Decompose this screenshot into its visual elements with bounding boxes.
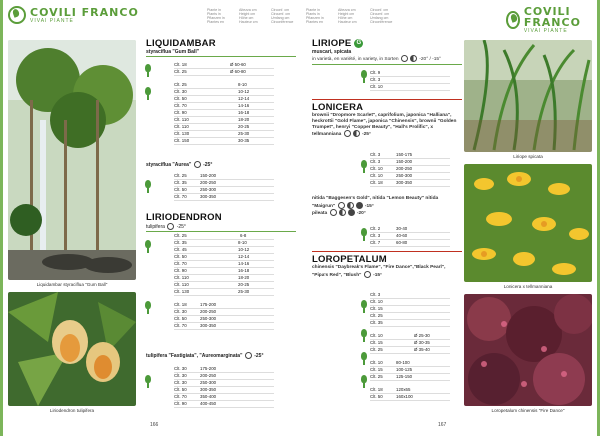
table-row	[174, 323, 274, 330]
pot-size: Clt. 3	[370, 233, 381, 238]
size-value: 18-20	[238, 275, 250, 280]
photo-caption: Liriodendron tulipifera	[49, 408, 95, 413]
table-row	[370, 367, 450, 374]
table-row	[174, 316, 274, 323]
table-row	[174, 187, 274, 194]
table-nitida	[370, 226, 450, 247]
size-value: 120x65	[396, 387, 411, 392]
size-value: Ø 35-40	[414, 347, 430, 352]
section-subtitle: styraciflua "Gum Ball"	[146, 49, 200, 55]
table-row	[370, 394, 450, 401]
pot-size: Clt. 15	[370, 340, 383, 345]
size-value: 200-250	[396, 166, 413, 171]
section-liquidambar	[146, 38, 296, 59]
shrub-icon	[360, 352, 368, 365]
table-lonicera	[370, 152, 450, 187]
table-row	[370, 360, 450, 367]
table-liriope	[370, 70, 450, 91]
table-row	[370, 77, 450, 84]
size-value: 250-300	[200, 187, 217, 192]
table-row	[174, 254, 274, 261]
header-note: Circonf. cm Circumf. cm Umfang cm Circonférence	[370, 8, 393, 24]
shade-icon	[356, 202, 363, 209]
table-row	[174, 131, 274, 138]
size-value: 25-30	[238, 131, 250, 136]
size-value	[396, 299, 426, 305]
photo-liriodendron	[8, 292, 136, 406]
size-value: 100-125	[396, 367, 413, 372]
leaf-icon	[506, 11, 520, 29]
header-note: Altezza cm Height cm Höhe cm Hauteur cm	[338, 8, 357, 24]
size-value: 200-250	[200, 373, 217, 378]
table-row	[370, 152, 450, 159]
table-row	[370, 70, 450, 77]
size-value: 200-250	[200, 180, 217, 185]
header-note: Piante in Plants in Pflanzen in Plantes en	[306, 8, 324, 24]
table-row	[174, 82, 274, 89]
section-description	[312, 265, 462, 278]
header-notes	[207, 8, 297, 24]
icon-column	[360, 300, 368, 398]
section-lonicera-nitida	[312, 196, 462, 217]
pot-size: Clt. 90	[174, 401, 187, 406]
photo-lonicera	[464, 164, 592, 282]
pot-size: Clt. 30	[174, 309, 187, 314]
icon-column	[144, 240, 152, 324]
size-value	[200, 76, 230, 82]
size-value: 80-100	[396, 360, 410, 365]
table-row	[174, 194, 274, 201]
table-liquidambar	[174, 62, 274, 145]
photo-liriope	[464, 40, 592, 152]
right-page	[300, 0, 600, 436]
table-row	[370, 347, 450, 354]
tree-icon	[144, 87, 152, 100]
section-description	[312, 55, 462, 63]
table-row	[174, 173, 274, 180]
table-row	[370, 159, 450, 166]
temperature: -15°	[364, 203, 374, 209]
page-number: 167	[438, 422, 447, 428]
pot-size: Clt. 50	[174, 96, 187, 101]
variety-list: nitida "Baggesen's Gold", nitida "Lemon Beauty" nitida "Maigrun"	[312, 196, 439, 209]
pot-size: Clt. 25	[370, 313, 383, 318]
table-row	[370, 173, 450, 180]
table-row	[370, 374, 450, 381]
size-value: 8-10	[238, 240, 247, 245]
pot-size: Clt. 3	[370, 159, 381, 164]
pot-size: Clt. 25	[174, 233, 187, 238]
photo-loropetalum	[464, 294, 592, 406]
table-row	[174, 261, 274, 268]
section-subtitle	[146, 352, 296, 359]
pot-size: Clt. 18	[370, 387, 383, 392]
size-value	[396, 77, 426, 83]
pot-size: Clt. 30	[174, 366, 187, 371]
section-loropetalum	[312, 250, 462, 278]
pot-size: Clt. 45	[174, 247, 187, 252]
half-shade-icon	[339, 209, 346, 216]
table-loropetalum	[370, 292, 450, 401]
sun-icon	[338, 202, 345, 209]
variety-list: brownii "Dropmore Scarlet", caprifolium, japonica "Halliana", heckrottii "Gold Flame", japonica "Chinensis", brownii "Golden Trumpet", henryi "Copper Beauty", "Hall's Prolific", x tellmanniana	[312, 113, 457, 138]
size-value: 250-300	[200, 316, 217, 321]
divider	[312, 99, 462, 100]
variety-name: tulipifera	[146, 223, 165, 230]
size-value	[396, 84, 426, 90]
pot-size: Clt. 70	[174, 103, 187, 108]
pot-size: Clt. 15	[370, 367, 383, 372]
pot-size: Clt. 10	[370, 84, 383, 89]
pot-size: Clt. 10	[370, 360, 383, 365]
table-row	[174, 247, 274, 254]
pot-size: Clt. 35	[174, 240, 187, 245]
pot-size: Clt. 10	[370, 299, 383, 304]
pot-size: Clt. 10	[370, 173, 383, 178]
section-description	[312, 209, 462, 217]
size-value: 18-20	[238, 117, 250, 122]
header-note: Piante in Plants in Pflanzen in Plantes en	[207, 8, 225, 24]
size-value: 16-18	[238, 110, 250, 115]
table-row	[174, 302, 274, 309]
table-liriodendron	[174, 233, 274, 330]
table-row	[370, 226, 450, 233]
pot-size: Clt. 3	[370, 152, 381, 157]
pot-size: Clt. 25	[370, 347, 383, 352]
section-lonicera	[312, 98, 462, 138]
size-value: 125-150	[396, 374, 413, 379]
table-row	[370, 240, 450, 247]
pot-size: Clt. 70	[174, 194, 187, 199]
brand-sub: VIVAI PIANTE	[523, 28, 568, 34]
section-liriodendron-fastigiata	[146, 352, 296, 359]
size-value: 175-200	[200, 366, 217, 371]
pot-size: Clt. 110	[174, 282, 189, 287]
pot-size: Clt. 90	[174, 268, 187, 273]
temperature: -25°	[362, 132, 371, 138]
topiary-icon	[360, 375, 368, 388]
sun-icon	[245, 352, 252, 359]
table-fastigiata	[174, 366, 274, 408]
pot-size: Clt. 50	[174, 387, 187, 392]
table-row	[174, 373, 274, 380]
leaf-icon	[8, 6, 26, 24]
tree-icon	[360, 329, 368, 342]
table-row	[370, 306, 450, 313]
half-shade-icon	[410, 55, 417, 62]
sun-icon	[330, 209, 337, 216]
pot-size: Clt. 25	[174, 82, 187, 87]
size-value: 150-200	[396, 159, 413, 164]
pot-size: Clt. 3	[370, 77, 381, 82]
pot-size: Clt. 130	[174, 289, 190, 294]
variety-note: in varietà, en variété, in variety, in Sorten	[312, 56, 399, 62]
pot-size: Clt. 70	[174, 261, 187, 266]
table-row	[370, 292, 450, 299]
tree-icon	[144, 301, 152, 314]
pot-size: Clt. 25	[174, 173, 187, 178]
size-value: 160x100	[396, 394, 413, 399]
section-title: LIRIODENDRON	[146, 212, 222, 223]
photo-caption: Liquidambar styraciflua "Gum Ball"	[36, 282, 108, 287]
pot-size: Clt. 50	[174, 187, 187, 192]
size-value: 250-300	[396, 173, 413, 178]
temperature: -20° / -15°	[419, 56, 441, 62]
table-row	[370, 313, 450, 320]
table-row	[174, 180, 274, 187]
size-value: 12-14	[238, 96, 250, 101]
size-value: 300-350	[200, 323, 217, 328]
table-row	[174, 387, 274, 394]
photo-liquidambar	[8, 40, 136, 280]
size-value: Ø 30-35	[414, 340, 430, 345]
table-row	[370, 320, 450, 327]
temperature: -25°	[203, 161, 213, 168]
pot-size: Clt. 25	[174, 69, 187, 74]
page-edge	[0, 0, 3, 436]
size-value: 350-400	[200, 394, 217, 399]
pot-size: Clt. 30	[174, 380, 187, 385]
size-value	[396, 313, 426, 319]
table-row	[174, 401, 274, 408]
size-value	[396, 306, 426, 312]
size-value: 20-25	[238, 282, 250, 287]
size-value: 10-12	[238, 89, 250, 94]
table-row	[174, 394, 274, 401]
photo-caption: Loropetalum chinensis "Fire Dance"	[491, 408, 565, 413]
variety-list: pileata	[312, 211, 328, 217]
size-value: 25-30	[238, 289, 250, 294]
size-value: Ø 60-80	[230, 69, 246, 74]
brand-sub: VIVAI PIANTE	[30, 17, 74, 24]
section-liriodendron	[146, 212, 296, 234]
table-row	[370, 166, 450, 173]
table-row	[174, 110, 274, 117]
pot-size: Clt. 18	[174, 302, 187, 307]
tree-icon	[144, 64, 152, 77]
icon-column	[360, 70, 368, 93]
header-note: Altezza cm Height cm Höhe cm Hauteur cm	[239, 8, 258, 24]
size-value: 10-12	[238, 247, 250, 252]
pot-size: Clt. 70	[174, 394, 187, 399]
table-row	[370, 180, 450, 187]
size-value: 300-350	[200, 194, 217, 199]
table-row	[174, 380, 274, 387]
tree-icon	[144, 375, 152, 388]
pot-size: Clt. 18	[370, 180, 383, 185]
table-row	[174, 275, 274, 282]
table-row	[174, 62, 274, 69]
table-aurea	[174, 173, 274, 201]
table-row	[370, 333, 450, 340]
pot-size: Clt. 7	[370, 240, 381, 245]
size-value: 14-16	[238, 103, 250, 108]
section-description	[312, 113, 462, 138]
pot-size: Clt. 70	[174, 323, 187, 328]
table-row	[174, 124, 274, 131]
size-value: 400-450	[200, 401, 217, 406]
pot-size: Clt. 35	[370, 320, 383, 325]
table-row	[174, 89, 274, 96]
size-value: 40-60	[396, 233, 408, 238]
shrub-icon	[360, 70, 368, 83]
tree-icon	[144, 180, 152, 193]
photo-caption: Lonicera x tellmanniana	[503, 284, 553, 289]
section-title	[312, 38, 462, 49]
pot-size: Clt. 30	[174, 89, 187, 94]
sun-icon	[194, 161, 201, 168]
section-description	[312, 196, 462, 209]
section-title: LOROPETALUM	[312, 254, 387, 265]
header-notes	[306, 8, 396, 24]
size-value: 175-200	[200, 302, 217, 307]
table-row	[174, 289, 274, 296]
sun-icon	[401, 55, 408, 62]
table-row	[174, 233, 274, 240]
pot-size: Clt. 110	[174, 275, 189, 280]
section-liquidambar-aurea	[146, 161, 296, 168]
photo-caption: Liriope spicata	[513, 154, 543, 159]
pot-size: Clt. 10	[370, 166, 383, 171]
divider	[146, 56, 296, 57]
page-number: 166	[150, 422, 159, 428]
table-row	[174, 96, 274, 103]
pot-size: Clt. 150	[174, 138, 190, 143]
icon-column	[360, 160, 368, 183]
size-value: 16-18	[238, 268, 250, 273]
size-value: 150-175	[396, 152, 413, 157]
size-value: Ø 50-60	[230, 62, 246, 67]
table-row	[174, 138, 274, 145]
pot-size: Clt. 15	[370, 306, 383, 311]
half-shade-icon	[353, 130, 360, 137]
size-value: 300-350	[200, 387, 217, 392]
shrub-icon	[360, 228, 368, 241]
size-value: Ø 25-30	[414, 333, 430, 338]
header-note: Circonf. cm Circumf. cm Umfang cm Circonférence	[271, 8, 294, 24]
pot-size: Clt. 110	[174, 117, 189, 122]
size-value: 14-16	[238, 261, 250, 266]
pot-size: Clt. 3	[370, 292, 381, 297]
section-title: LIQUIDAMBAR	[146, 38, 216, 49]
pot-size: Clt. 110	[174, 124, 189, 129]
size-value: 30-40	[396, 226, 408, 231]
table-row	[370, 340, 450, 347]
size-value: 30-35	[238, 138, 250, 143]
sun-icon	[167, 223, 174, 230]
brand-name: COVILI FRANCO	[30, 5, 139, 19]
table-row	[174, 366, 274, 373]
size-value: 6-8	[240, 233, 247, 238]
size-value: 150-200	[200, 173, 217, 178]
size-value	[396, 320, 426, 326]
table-row	[370, 387, 450, 394]
pot-size: Clt. 18	[174, 62, 187, 67]
shrub-icon	[360, 300, 368, 313]
divider	[312, 251, 462, 252]
pot-size: Clt. 9	[370, 70, 381, 75]
pot-size: Clt. 50	[174, 316, 187, 321]
brand-name: COVILI FRANCO	[523, 5, 581, 29]
temperature: -20°	[356, 211, 366, 217]
half-shade-icon	[347, 202, 354, 209]
pot-size: Clt. 2	[370, 226, 381, 231]
sun-icon	[344, 130, 351, 137]
table-row	[174, 309, 274, 316]
table-row	[174, 69, 274, 76]
table-row	[174, 268, 274, 275]
pot-size: Clt. 30	[174, 373, 187, 378]
size-value	[396, 70, 426, 76]
table-row	[370, 299, 450, 306]
brand-logo	[8, 6, 139, 24]
pot-size: Clt. 130	[174, 131, 190, 136]
temperature: -25°	[254, 352, 264, 359]
variety-name: styraciflua "Aurea"	[146, 161, 192, 168]
pot-size: Clt. 25	[370, 374, 383, 379]
genus-name: LIRIOPE	[312, 38, 352, 49]
tree-icon	[144, 240, 152, 253]
climber-icon	[360, 160, 368, 173]
size-value: 250-300	[200, 380, 217, 385]
size-value	[396, 292, 426, 298]
brand-logo	[506, 6, 600, 34]
pot-size: Clt. 50	[174, 254, 187, 259]
sun-icon	[364, 271, 371, 278]
pot-size: Clt. 90	[174, 110, 187, 115]
temperature: -15°	[373, 272, 382, 278]
table-row	[174, 103, 274, 110]
section-subtitle	[146, 161, 296, 168]
divider	[146, 231, 296, 232]
table-row	[174, 240, 274, 247]
section-subtitle: muscari, spicata	[312, 49, 352, 55]
divider	[312, 64, 462, 65]
size-value: 8-10	[238, 82, 247, 87]
size-value: 200-250	[200, 309, 217, 314]
temperature: -25°	[176, 223, 186, 230]
icon-column	[144, 180, 152, 203]
icon-column	[360, 228, 368, 251]
size-value: 60-80	[396, 240, 408, 245]
icon-column	[144, 375, 152, 398]
table-row	[370, 233, 450, 240]
section-liriope	[312, 38, 462, 67]
pot-size: Clt. 50	[370, 394, 383, 399]
section-subtitle	[146, 223, 296, 230]
variety-name: tulipifera "Fastigiata", "Aureomarginata"	[146, 352, 243, 359]
table-row	[174, 117, 274, 124]
size-value: 300-350	[396, 180, 413, 185]
size-value: 12-14	[238, 254, 250, 259]
evergreen-badge: G	[354, 39, 363, 48]
section-title: LONICERA	[312, 102, 364, 113]
icon-column	[144, 64, 152, 110]
shade-icon	[348, 209, 355, 216]
variety-list: chinensis "Daybreak's Flame", "Fire Dance","Black Pearl", "Pipa's Red", "Blush"	[312, 265, 446, 278]
table-row	[174, 282, 274, 289]
pot-size: Clt. 10	[370, 333, 383, 338]
pot-size: Clt. 35	[174, 180, 187, 185]
table-row	[370, 84, 450, 91]
size-value: 20-25	[238, 124, 250, 129]
